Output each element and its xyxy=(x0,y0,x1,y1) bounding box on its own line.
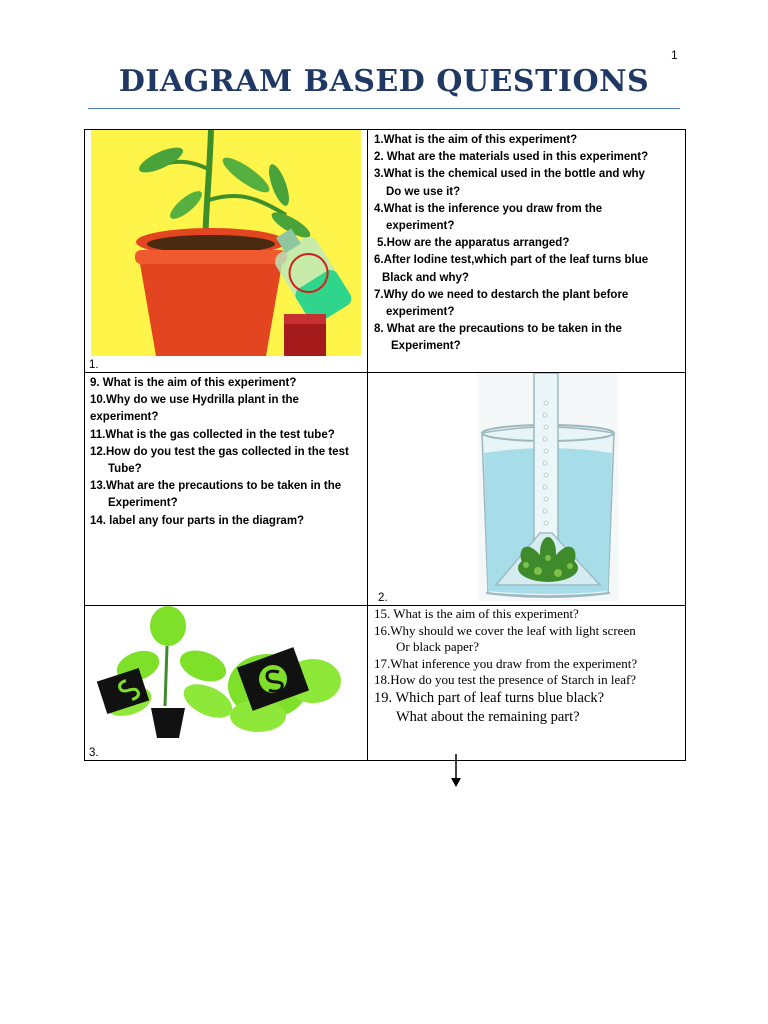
table-row xyxy=(85,373,686,606)
list-item: 19. Which part of leaf turns blue black? What about the remaining part? xyxy=(374,689,605,725)
question-list xyxy=(374,606,685,727)
diagram-cell-1 xyxy=(85,130,368,373)
page-title: DIAGRAM BASED QUESTIONS xyxy=(118,64,650,99)
list-item: 4.What is the inference you draw from the experiment? xyxy=(374,202,603,233)
list-item: 1.What is the aim of this experiment? xyxy=(374,134,578,146)
down-arrow-icon xyxy=(450,754,462,788)
list-item: 6.After Iodine test,which part of the leaf turns blue Black and why? xyxy=(374,254,649,284)
questions-cell-1 xyxy=(368,130,686,373)
list-item: 10.Why do we use Hydrilla plant in the experiment? xyxy=(90,394,299,424)
list-item: 16.Why should we cover the leaf with light screen Or black paper? xyxy=(374,622,636,655)
question-list xyxy=(90,375,367,530)
list-item: 15. What is the aim of this experiment? xyxy=(374,606,579,621)
hydrilla-beaker-illustration xyxy=(478,373,618,601)
questions-cell-3 xyxy=(368,606,686,761)
list-item: 17.What inference you draw from the experiment? xyxy=(374,655,638,671)
list-item: 3.What is the chemical used in the bottle and why Do we use it? xyxy=(374,168,645,198)
list-item: 2. What are the materials used in this experiment? xyxy=(374,151,649,164)
diagram-cell-2 xyxy=(368,373,686,606)
diagram-cell-3 xyxy=(85,606,368,761)
diagram-number: 1. xyxy=(89,359,99,371)
list-item: 8. What are the precautions to be taken in the Experiment? xyxy=(374,323,622,353)
question-list xyxy=(374,132,685,356)
questions-cell-2 xyxy=(85,373,368,606)
leaf-light-screen-illustration xyxy=(93,606,355,742)
diagram-number: 2. xyxy=(378,592,388,604)
list-item: 7.Why do we need to destarch the plant before experiment? xyxy=(374,288,629,319)
page-number: 1 xyxy=(671,48,678,62)
diagram-number: 3. xyxy=(89,747,99,759)
table-row xyxy=(85,606,686,761)
potted-plant-illustration xyxy=(91,130,361,356)
list-item: 18.How do you test the presence of Starch in leaf? xyxy=(374,672,637,688)
title-divider xyxy=(88,108,680,109)
table-row xyxy=(85,130,686,373)
list-item: 5.How are the apparatus arranged? xyxy=(377,237,570,250)
list-item: 13.What are the precautions to be taken in the Experiment? xyxy=(90,480,342,510)
questions-table xyxy=(84,129,686,761)
list-item: 9. What is the aim of this experiment? xyxy=(90,377,297,389)
list-item: 12.How do you test the gas collected in the test Tube? xyxy=(90,445,349,476)
list-item: 11.What is the gas collected in the test tube? xyxy=(90,428,335,441)
list-item: 14. label any four parts in the diagram? xyxy=(90,514,305,527)
